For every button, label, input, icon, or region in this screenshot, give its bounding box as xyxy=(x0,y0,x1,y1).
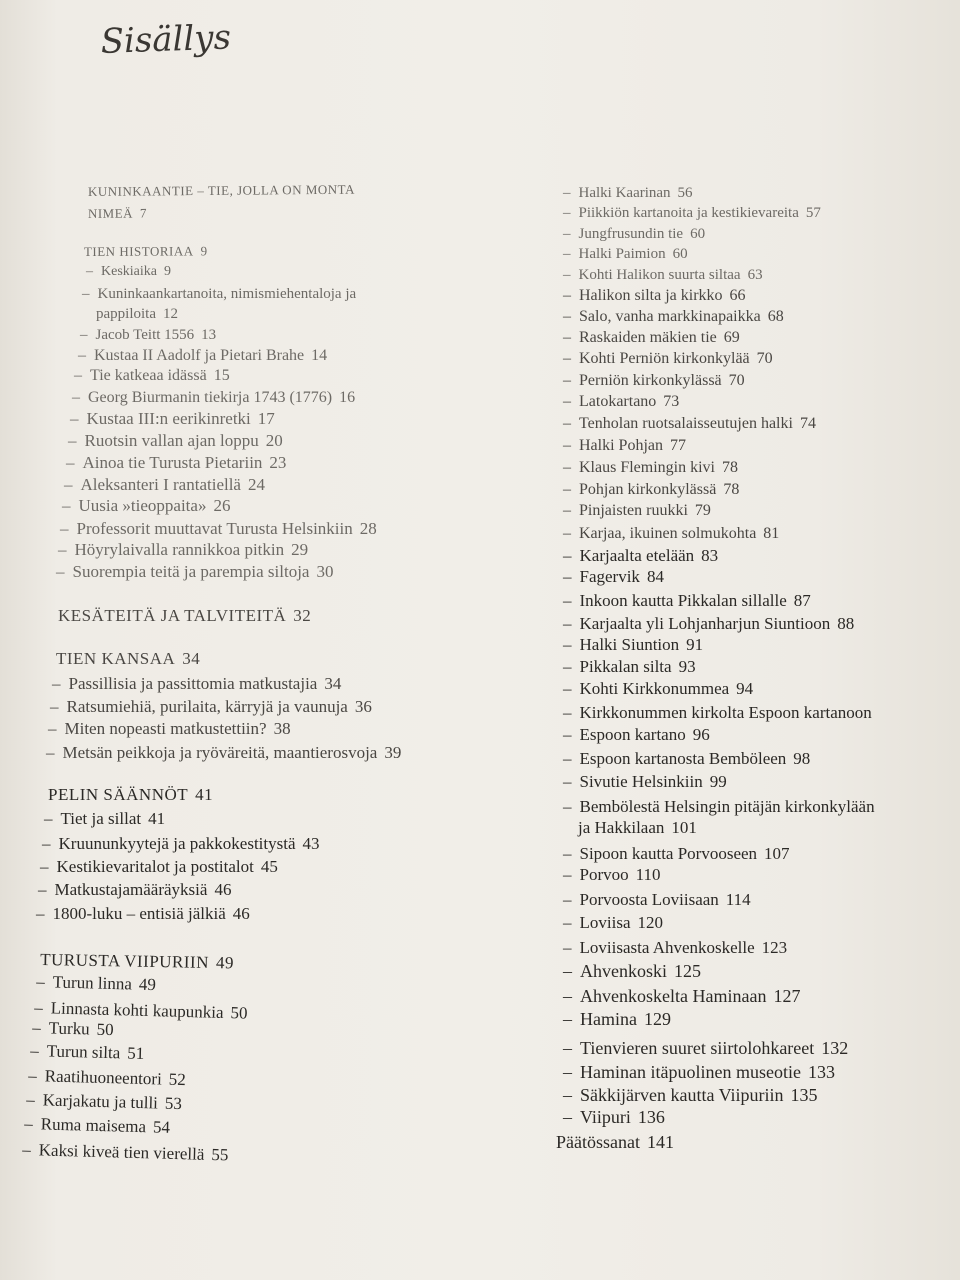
entry-title: Loviisasta Ahvenkoskelle xyxy=(579,938,755,957)
entry-title: Linnasta kohti kaupunkia xyxy=(50,998,224,1022)
page-number: 68 xyxy=(767,308,784,325)
entry-dash: – xyxy=(34,998,44,1018)
page-number: 28 xyxy=(359,519,377,538)
entry-title: Halikon silta ja kirkko xyxy=(579,287,723,304)
entry-dash: – xyxy=(78,347,86,364)
section-heading: KESÄTEITÄ JA TALVITEITÄ xyxy=(58,606,287,625)
entry-dash: – xyxy=(70,409,79,428)
entry-title: Haminan itäpuolinen museotie xyxy=(580,1062,801,1082)
page-number: 79 xyxy=(694,502,711,519)
toc-entry xyxy=(563,703,872,723)
entry-title: Turku xyxy=(48,1018,90,1039)
toc-entry xyxy=(556,1132,674,1152)
page-number: 123 xyxy=(761,938,788,957)
page-number: 53 xyxy=(164,1093,183,1114)
entry-dash: – xyxy=(36,972,46,992)
page-number: 57 xyxy=(805,205,821,221)
page-number: 52 xyxy=(168,1069,187,1090)
entry-title: ja Hakkilaan xyxy=(578,818,665,837)
entry-dash: – xyxy=(48,719,57,738)
toc-entry xyxy=(563,480,739,500)
entry-title: Halki Kaarinan xyxy=(578,185,671,201)
toc-entry xyxy=(563,772,727,792)
page-number: 87 xyxy=(793,591,811,610)
entry-dash: – xyxy=(28,1066,38,1086)
entry-dash: – xyxy=(563,1107,572,1127)
page-number: 77 xyxy=(670,437,686,454)
page-number: 120 xyxy=(637,913,663,932)
page-number: 41 xyxy=(195,785,214,804)
entry-title: Piikkiön kartanoita ja kestikievareita xyxy=(578,205,799,221)
entry-dash: – xyxy=(30,1041,40,1061)
entry-title: Kestikievaritalot ja postitalot xyxy=(56,857,254,876)
entry-dash: – xyxy=(563,393,571,410)
page-number: 16 xyxy=(339,389,356,406)
entry-title: Pikkalan silta xyxy=(579,657,672,676)
entry-dash: – xyxy=(563,961,572,981)
toc-entry xyxy=(563,679,753,699)
entry-dash: – xyxy=(563,267,571,283)
toc-entry xyxy=(563,244,688,264)
page-number: 50 xyxy=(230,1003,248,1023)
toc-entry xyxy=(563,657,696,677)
toc-entry xyxy=(563,1085,818,1105)
page-number: 141 xyxy=(646,1132,674,1152)
page-number: 14 xyxy=(311,347,328,364)
page-number: 69 xyxy=(723,329,740,346)
entry-dash: – xyxy=(44,809,53,828)
toc-entry xyxy=(563,749,810,769)
entry-dash: – xyxy=(563,329,571,346)
entry-title: Kruununkyytejä ja pakkokestitystä xyxy=(58,834,296,853)
entry-title: 1800-luku – entisiä jälkiä xyxy=(52,904,226,923)
page-number: 135 xyxy=(790,1085,818,1105)
entry-title: Jacob Teitt 1556 xyxy=(95,327,195,343)
entry-title: Salo, vanha markkinapaikka xyxy=(579,308,761,325)
toc-entry xyxy=(563,307,784,327)
page-number: 136 xyxy=(637,1107,665,1127)
page-number: 93 xyxy=(678,657,696,676)
toc-entry xyxy=(563,844,790,864)
entry-title: Karjaalta yli Lohjanharjun Siuntioon xyxy=(579,614,831,633)
entry-dash: – xyxy=(563,372,571,389)
page-number: 34 xyxy=(182,649,201,668)
page-number: 46 xyxy=(214,880,232,899)
entry-title: Espoon kartano xyxy=(579,725,686,744)
entry-title: Bembölestä Helsingin pitäjän kirkonkylään xyxy=(579,797,875,816)
entry-title: Ratsumiehiä, purilaita, kärryjä ja vaunuja xyxy=(66,697,348,716)
toc-entry xyxy=(563,265,763,285)
page-number: 78 xyxy=(723,481,740,498)
entry-dash: – xyxy=(563,1062,572,1082)
toc-entry xyxy=(563,392,679,412)
entry-title: Turun silta xyxy=(46,1041,121,1063)
entry-title: Halki Pohjan xyxy=(579,437,663,454)
page-title: Sisällys xyxy=(100,17,232,62)
toc-entry xyxy=(563,1107,665,1127)
section-heading: TIEN KANSAA xyxy=(56,649,176,668)
page-number: 99 xyxy=(709,772,727,791)
entry-dash: – xyxy=(563,679,572,698)
entry-title: Raskaiden mäkien tie xyxy=(579,329,717,346)
entry-dash: – xyxy=(563,749,572,768)
page-number: 127 xyxy=(773,986,801,1006)
toc-entry xyxy=(563,797,875,817)
entry-dash: – xyxy=(563,1009,572,1029)
entry-title: Ahvenkoskelta Haminaan xyxy=(580,986,767,1006)
toc-entry xyxy=(563,961,701,981)
entry-dash: – xyxy=(563,657,572,676)
toc-entry xyxy=(563,890,751,910)
page-number: 39 xyxy=(384,743,402,762)
entry-title: Ruotsin vallan ajan loppu xyxy=(84,431,259,450)
toc-entry xyxy=(563,183,693,203)
toc-entry xyxy=(578,818,697,838)
entry-title: Kustaa III:n eerikinretki xyxy=(86,409,251,428)
entry-title: Ahvenkoski xyxy=(580,961,667,981)
entry-title: Professorit muuttavat Turusta Helsinkiin xyxy=(76,519,353,538)
page-number: 81 xyxy=(763,525,780,542)
toc-entry xyxy=(563,501,711,521)
entry-dash: – xyxy=(68,431,77,450)
entry-dash: – xyxy=(62,496,71,515)
entry-dash: – xyxy=(563,614,572,633)
page-number: 50 xyxy=(96,1019,114,1040)
page-number: 83 xyxy=(701,546,719,565)
section-heading: TURUSTA VIIPURIIN xyxy=(40,950,210,972)
toc-entry xyxy=(563,986,800,1006)
page-number: 91 xyxy=(686,635,704,654)
toc-entry xyxy=(563,591,811,611)
entry-dash: – xyxy=(563,986,572,1006)
entry-dash: – xyxy=(563,525,571,542)
toc-entry xyxy=(563,865,661,885)
entry-title: Jungfrusundin tie xyxy=(578,226,684,242)
entry-dash: – xyxy=(563,481,571,498)
entry-title: Tie katkeaa idässä xyxy=(90,367,207,384)
entry-dash: – xyxy=(32,1018,42,1038)
entry-dash: – xyxy=(563,865,572,884)
page-number: 46 xyxy=(232,904,250,923)
page-number: 70 xyxy=(728,372,745,389)
page-number: 32 xyxy=(293,606,312,625)
page-number: 73 xyxy=(663,393,680,410)
page-number: 56 xyxy=(677,185,693,201)
toc-entry xyxy=(563,458,738,478)
entry-dash: – xyxy=(563,797,572,816)
entry-title: Passillisia ja passittomia matkustajia xyxy=(68,674,318,693)
page-number: 54 xyxy=(152,1117,171,1137)
entry-dash: – xyxy=(46,743,55,762)
entry-title: Kohti Halikon suurta siltaa xyxy=(578,267,741,283)
page-number: 26 xyxy=(213,496,231,515)
entry-title: Tenholan ruotsalaisseutujen halki xyxy=(579,415,793,432)
page-number: 55 xyxy=(211,1144,229,1165)
entry-dash: – xyxy=(563,502,571,519)
entry-title: Kustaa II Aadolf ja Pietari Brahe xyxy=(94,347,305,364)
page-number: 15 xyxy=(213,367,230,384)
entry-dash: – xyxy=(563,546,572,565)
entry-dash: – xyxy=(563,185,571,201)
page-number: 60 xyxy=(690,226,706,242)
toc-entry xyxy=(563,725,710,745)
entry-dash: – xyxy=(563,913,572,932)
entry-dash: – xyxy=(58,540,67,559)
toc-entry xyxy=(563,913,663,933)
entry-title: Kohti Perniön kirkonkylää xyxy=(579,350,750,367)
entry-title: Espoon kartanosta Bemböleen xyxy=(579,749,787,768)
page-number: 84 xyxy=(646,567,664,586)
page-number: 125 xyxy=(674,961,701,981)
page-number: 43 xyxy=(302,834,320,853)
page-number: 66 xyxy=(729,287,746,304)
toc-entry xyxy=(563,546,718,566)
page-number: 51 xyxy=(127,1043,145,1063)
entry-dash: – xyxy=(38,880,47,899)
page-number: 41 xyxy=(148,809,166,828)
entry-title: Matkustajamääräyksiä xyxy=(54,880,208,899)
page-number: 60 xyxy=(672,246,688,262)
entry-title: Perniön kirkonkylässä xyxy=(579,372,722,389)
page-number: 110 xyxy=(635,865,661,884)
toc-entry xyxy=(563,567,664,587)
page-number: 98 xyxy=(793,749,811,768)
entry-dash: – xyxy=(563,1038,572,1058)
page-number: 7 xyxy=(139,205,148,221)
entry-dash: – xyxy=(563,205,571,221)
page-number: 74 xyxy=(799,415,816,432)
toc-entry xyxy=(563,414,816,434)
entry-title: Turun linna xyxy=(52,972,133,994)
toc-entry xyxy=(563,286,746,306)
page-number: 34 xyxy=(324,674,342,693)
entry-title: Kirkkonummen kirkolta Espoon kartanoon xyxy=(579,703,872,722)
entry-title: Porvoo xyxy=(579,865,629,884)
toc-entry xyxy=(563,203,821,223)
entry-title: Ruma maisema xyxy=(40,1114,147,1137)
entry-dash: – xyxy=(56,562,65,581)
entry-dash: – xyxy=(563,703,572,722)
entry-dash: – xyxy=(50,697,59,716)
page-number: 12 xyxy=(163,306,178,322)
entry-title: Raatihuoneentori xyxy=(44,1066,163,1089)
page-number: 129 xyxy=(643,1009,671,1029)
entry-dash: – xyxy=(40,857,49,876)
entry-dash: – xyxy=(563,226,571,242)
entry-dash: – xyxy=(80,327,88,343)
entry-title: Loviisa xyxy=(579,913,631,932)
page-number: 20 xyxy=(265,431,283,450)
toc-entry xyxy=(563,614,854,634)
entry-title: Keskiaika xyxy=(101,264,157,279)
entry-title: Viipuri xyxy=(580,1107,631,1127)
entry-dash: – xyxy=(86,264,93,279)
entry-dash: – xyxy=(563,772,572,791)
entry-dash: – xyxy=(563,287,571,304)
page-number: 107 xyxy=(764,844,790,863)
entry-dash: – xyxy=(24,1114,34,1134)
section-heading: TIEN HISTORIAA xyxy=(83,243,194,260)
toc-entry xyxy=(563,938,787,958)
entry-title: Tienvieren suuret siirtolohkareet xyxy=(580,1038,815,1058)
entry-title: pappiloita xyxy=(96,306,156,322)
section-heading: KUNINKAANTIE – TIE, JOLLA ON MONTA xyxy=(87,181,355,200)
entry-dash: – xyxy=(563,567,572,586)
entry-title: Sivutie Helsinkiin xyxy=(579,772,703,791)
entry-dash: – xyxy=(563,938,572,957)
entry-title: Aleksanteri I rantatiellä xyxy=(80,475,241,494)
entry-dash: – xyxy=(22,1140,32,1160)
page-number: 49 xyxy=(138,974,157,995)
toc-entry xyxy=(563,328,740,348)
entry-dash: – xyxy=(563,459,571,476)
entry-title: Inkoon kautta Pikkalan sillalle xyxy=(579,591,787,610)
entry-dash: – xyxy=(563,844,572,863)
entry-dash: – xyxy=(66,453,75,472)
toc-entry xyxy=(563,1062,835,1082)
entry-dash: – xyxy=(26,1090,36,1110)
page-number: 9 xyxy=(163,264,171,279)
toc-entry xyxy=(563,436,686,456)
page-number: 30 xyxy=(316,562,334,581)
entry-dash: – xyxy=(563,246,571,262)
entry-dash: – xyxy=(563,1085,572,1105)
entry-dash: – xyxy=(563,308,571,325)
entry-title: Päätössanat xyxy=(556,1132,640,1152)
entry-title: Karjaalta etelään xyxy=(579,546,695,565)
page-number: 70 xyxy=(756,350,773,367)
toc-entry xyxy=(563,1009,671,1029)
entry-dash: – xyxy=(74,367,82,384)
toc-entry xyxy=(563,349,773,369)
entry-title: Kohti Kirkkonummea xyxy=(579,679,730,698)
entry-dash: – xyxy=(563,591,572,610)
entry-dash: – xyxy=(563,415,571,432)
section-heading: NIMEÄ xyxy=(87,205,134,222)
entry-title: Karjaa, ikuinen solmukohta xyxy=(579,525,757,542)
entry-dash: – xyxy=(64,475,73,494)
page-number: 132 xyxy=(821,1038,849,1058)
entry-dash: – xyxy=(563,635,572,654)
entry-title: Klaus Flemingin kivi xyxy=(579,459,715,476)
page-number: 23 xyxy=(269,453,287,472)
page-number: 13 xyxy=(201,327,217,343)
entry-dash: – xyxy=(42,834,51,853)
entry-title: Pohjan kirkonkylässä xyxy=(579,481,717,498)
page-number: 49 xyxy=(215,953,235,973)
entry-title: Kuninkaankartanoita, nimismiehentaloja ja xyxy=(97,286,357,302)
entry-title: Hamina xyxy=(580,1009,637,1029)
page-number: 96 xyxy=(692,725,710,744)
page-number: 36 xyxy=(354,697,372,716)
page-number: 24 xyxy=(247,475,265,494)
entry-title: Halki Siuntion xyxy=(579,635,680,654)
entry-title: Uusia »tieoppaita» xyxy=(78,496,207,515)
entry-title: Porvoosta Loviisaan xyxy=(579,890,719,909)
entry-title: Fagervik xyxy=(579,567,640,586)
entry-title: Pinjaisten ruukki xyxy=(579,502,688,519)
page-number: 9 xyxy=(200,243,208,259)
entry-title: Höyrylaivalla rannikkoa pitkin xyxy=(74,540,285,559)
entry-dash: – xyxy=(36,904,45,923)
entry-dash: – xyxy=(563,350,571,367)
entry-title: Suorempia teitä ja parempia siltoja xyxy=(72,562,310,581)
entry-title: Latokartano xyxy=(579,393,657,410)
entry-title: Halki Paimion xyxy=(578,246,666,262)
page-number: 133 xyxy=(807,1062,835,1082)
entry-dash: – xyxy=(52,674,61,693)
page-number: 29 xyxy=(291,540,309,559)
entry-title: Miten nopeasti matkustettiin? xyxy=(64,719,267,738)
entry-dash: – xyxy=(563,437,571,454)
toc-entry xyxy=(563,371,745,391)
entry-title: Säkkijärven kautta Viipuriin xyxy=(580,1085,784,1105)
page-number: 38 xyxy=(273,719,291,738)
entry-title: Tiet ja sillat xyxy=(60,809,142,828)
page-number: 63 xyxy=(747,267,763,283)
page-number: 45 xyxy=(260,857,278,876)
page-number: 88 xyxy=(837,614,855,633)
entry-title: Metsän peikkoja ja ryöväreitä, maantierosvoja xyxy=(62,743,378,762)
toc-entry xyxy=(563,1038,848,1058)
entry-title: Kaksi kiveä tien vierellä xyxy=(38,1140,205,1164)
entry-title: Georg Biurmanin tiekirja 1743 (1776) xyxy=(88,389,333,406)
page-number: 101 xyxy=(671,818,697,837)
toc-entry xyxy=(563,524,779,544)
page-number: 17 xyxy=(257,409,275,428)
toc-entry xyxy=(563,635,703,655)
entry-dash: – xyxy=(563,890,572,909)
page-number: 94 xyxy=(736,679,754,698)
entry-title: Sipoon kautta Porvooseen xyxy=(579,844,758,863)
entry-dash: – xyxy=(72,389,80,406)
entry-dash: – xyxy=(563,725,572,744)
entry-dash: – xyxy=(60,519,69,538)
page-number: 114 xyxy=(725,890,751,909)
section-heading: PELIN SÄÄNNÖT xyxy=(48,785,189,804)
page-number: 78 xyxy=(722,459,738,476)
entry-title: Karjakatu ja tulli xyxy=(42,1090,159,1113)
entry-title: Ainoa tie Turusta Pietariin xyxy=(82,453,263,472)
toc-entry xyxy=(563,224,705,244)
entry-dash: – xyxy=(82,286,90,302)
